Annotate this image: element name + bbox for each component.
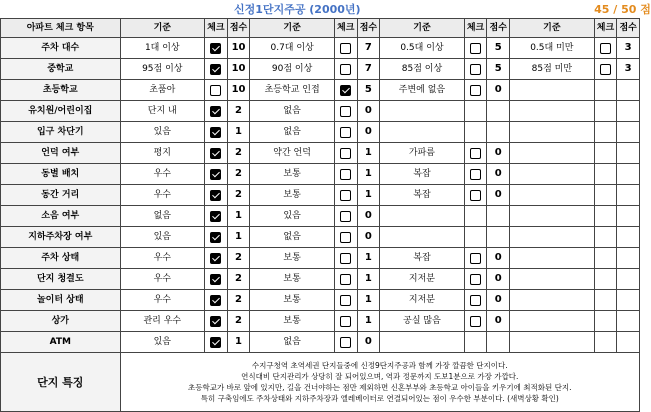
empty-cell (510, 143, 595, 164)
score-cell: 0 (487, 143, 510, 164)
empty-cell (510, 248, 595, 269)
unchecked-checkbox[interactable] (340, 127, 351, 138)
criteria-cell: 95점 이상 (120, 59, 205, 80)
empty-cell (617, 269, 640, 290)
criteria-cell: 지저분 (380, 269, 465, 290)
score-cell: 1 (357, 248, 380, 269)
criteria-cell: 우수 (120, 269, 205, 290)
score-cell: 0 (487, 248, 510, 269)
empty-cell (594, 311, 617, 332)
unchecked-checkbox[interactable] (340, 106, 351, 117)
table-row (1, 227, 640, 248)
row-label: 단지 청결도 (1, 269, 121, 290)
criteria-cell: 단지 내 (120, 101, 205, 122)
checked-checkbox[interactable] (210, 64, 221, 75)
score-cell: 2 (227, 164, 250, 185)
unchecked-checkbox[interactable] (600, 43, 611, 54)
empty-cell (594, 290, 617, 311)
empty-cell (594, 80, 617, 101)
empty-cell (464, 227, 487, 248)
check-cell (594, 59, 617, 80)
score-cell: 5 (487, 38, 510, 59)
check-cell (205, 248, 228, 269)
score-cell: 1 (227, 122, 250, 143)
table-row (1, 248, 640, 269)
criteria-cell: 복잡 (380, 185, 465, 206)
unchecked-checkbox[interactable] (340, 274, 351, 285)
header-score: 점수 (617, 19, 640, 38)
empty-cell (510, 101, 595, 122)
check-cell (205, 185, 228, 206)
criteria-cell: 보통 (250, 269, 335, 290)
score-cell: 1 (227, 332, 250, 353)
row-label: ATM (1, 332, 121, 353)
header-score: 점수 (357, 19, 380, 38)
score-cell: 1 (227, 206, 250, 227)
checked-checkbox[interactable] (210, 190, 221, 201)
checked-checkbox[interactable] (210, 148, 221, 159)
unchecked-checkbox[interactable] (470, 253, 481, 264)
row-label: 동별 배치 (1, 164, 121, 185)
score-cell: 0 (357, 206, 380, 227)
row-label: 중학교 (1, 59, 121, 80)
score-cell: 1 (357, 269, 380, 290)
empty-cell (617, 143, 640, 164)
unchecked-checkbox[interactable] (470, 295, 481, 306)
check-cell (334, 101, 357, 122)
score-cell: 0 (357, 227, 380, 248)
score-cell: 1 (357, 143, 380, 164)
unchecked-checkbox[interactable] (210, 85, 221, 96)
criteria-cell: 보통 (250, 290, 335, 311)
score-cell: 1 (357, 290, 380, 311)
criteria-cell: 있음 (250, 206, 335, 227)
score-cell: 3 (617, 38, 640, 59)
unchecked-checkbox[interactable] (340, 253, 351, 264)
checked-checkbox[interactable] (340, 85, 351, 96)
criteria-cell: 있음 (120, 227, 205, 248)
criteria-cell: 우수 (120, 290, 205, 311)
empty-cell (617, 185, 640, 206)
unchecked-checkbox[interactable] (470, 190, 481, 201)
checked-checkbox[interactable] (210, 232, 221, 243)
score-cell: 7 (357, 59, 380, 80)
check-cell (594, 38, 617, 59)
criteria-cell: 0.7대 이상 (250, 38, 335, 59)
criteria-cell: 보통 (250, 248, 335, 269)
score-cell: 10 (227, 59, 250, 80)
empty-cell (594, 269, 617, 290)
score-cell: 2 (227, 311, 250, 332)
check-cell (205, 290, 228, 311)
empty-cell (594, 248, 617, 269)
empty-cell (510, 206, 595, 227)
check-cell (464, 311, 487, 332)
unchecked-checkbox[interactable] (600, 64, 611, 75)
row-label: 입구 차단기 (1, 122, 121, 143)
score-cell: 10 (227, 80, 250, 101)
empty-cell (380, 206, 465, 227)
check-cell (334, 164, 357, 185)
score-cell: 2 (227, 101, 250, 122)
check-cell (334, 143, 357, 164)
header-criteria: 기준 (250, 19, 335, 38)
empty-cell (464, 332, 487, 353)
criteria-cell: 없음 (250, 332, 335, 353)
unchecked-checkbox[interactable] (340, 43, 351, 54)
feature-row (1, 353, 640, 412)
criteria-cell: 있음 (120, 332, 205, 353)
criteria-cell: 평지 (120, 143, 205, 164)
checked-checkbox[interactable] (210, 274, 221, 285)
checked-checkbox[interactable] (210, 43, 221, 54)
table-row (1, 311, 640, 332)
check-cell (205, 332, 228, 353)
criteria-cell: 0.5대 미만 (510, 38, 595, 59)
checked-checkbox[interactable] (210, 253, 221, 264)
score-cell: 2 (227, 143, 250, 164)
score-cell: 0 (357, 101, 380, 122)
empty-cell (487, 227, 510, 248)
checked-checkbox[interactable] (210, 127, 221, 138)
check-cell (334, 38, 357, 59)
unchecked-checkbox[interactable] (340, 190, 351, 201)
check-cell (205, 143, 228, 164)
criteria-cell: 가파름 (380, 143, 465, 164)
check-cell (464, 185, 487, 206)
empty-cell (380, 332, 465, 353)
empty-cell (617, 206, 640, 227)
checked-checkbox[interactable] (210, 169, 221, 180)
criteria-cell: 90점 이상 (250, 59, 335, 80)
check-cell (464, 269, 487, 290)
header-criteria: 기준 (380, 19, 465, 38)
check-cell (205, 122, 228, 143)
empty-cell (594, 206, 617, 227)
table-row (1, 143, 640, 164)
empty-cell (617, 101, 640, 122)
empty-cell (464, 206, 487, 227)
unchecked-checkbox[interactable] (340, 295, 351, 306)
unchecked-checkbox[interactable] (340, 337, 351, 348)
criteria-cell: 1대 이상 (120, 38, 205, 59)
empty-cell (380, 227, 465, 248)
row-label: 유치원/어린이집 (1, 101, 121, 122)
score-cell: 2 (227, 248, 250, 269)
table-row (1, 290, 640, 311)
criteria-cell: 공실 많음 (380, 311, 465, 332)
unchecked-checkbox[interactable] (470, 148, 481, 159)
checked-checkbox[interactable] (210, 106, 221, 117)
empty-cell (594, 227, 617, 248)
header-check: 체크 (594, 19, 617, 38)
empty-cell (594, 122, 617, 143)
feature-line: 특히 구축임에도 주차상태와 지하주차장과 엘레베이터로 연결되어있는 점이 우수한 부분이다. (새벽상황 확인) (200, 394, 559, 404)
criteria-cell: 있음 (120, 122, 205, 143)
header-check: 체크 (205, 19, 228, 38)
unchecked-checkbox[interactable] (340, 64, 351, 75)
check-cell (464, 59, 487, 80)
score-cell: 7 (357, 38, 380, 59)
score-cell: 2 (227, 185, 250, 206)
empty-cell (594, 164, 617, 185)
score-cell: 10 (227, 38, 250, 59)
score-cell: 0 (487, 290, 510, 311)
empty-cell (617, 248, 640, 269)
row-label: 상가 (1, 311, 121, 332)
unchecked-checkbox[interactable] (340, 316, 351, 327)
table-row (1, 122, 640, 143)
empty-cell (594, 143, 617, 164)
empty-cell (510, 290, 595, 311)
check-cell (334, 122, 357, 143)
feature-line: 수지구청역 초역세권 단지들중에 신정9단지주공과 함께 가장 깔끔한 단지이다. (251, 360, 508, 370)
check-cell (334, 185, 357, 206)
empty-cell (594, 101, 617, 122)
feature-label: 단지 특징 (1, 353, 121, 412)
header-criteria: 기준 (510, 19, 595, 38)
feature-description (120, 353, 639, 412)
empty-cell (617, 311, 640, 332)
criteria-cell: 우수 (120, 185, 205, 206)
check-cell (205, 311, 228, 332)
criteria-cell: 보통 (250, 185, 335, 206)
empty-cell (617, 164, 640, 185)
check-cell (464, 290, 487, 311)
header-row (1, 19, 640, 38)
check-cell (464, 248, 487, 269)
unchecked-checkbox[interactable] (470, 169, 481, 180)
criteria-cell: 우수 (120, 164, 205, 185)
score-cell: 0 (357, 332, 380, 353)
empty-cell (510, 164, 595, 185)
check-cell (205, 101, 228, 122)
criteria-cell: 없음 (250, 122, 335, 143)
empty-cell (617, 332, 640, 353)
empty-cell (510, 332, 595, 353)
unchecked-checkbox[interactable] (470, 64, 481, 75)
header-item: 아파트 체크 항목 (1, 19, 121, 38)
header-criteria: 기준 (120, 19, 205, 38)
score-cell: 0 (487, 185, 510, 206)
check-cell (205, 38, 228, 59)
empty-cell (510, 311, 595, 332)
score-cell: 1 (227, 227, 250, 248)
empty-cell (617, 80, 640, 101)
criteria-cell: 약간 언덕 (250, 143, 335, 164)
unchecked-checkbox[interactable] (470, 43, 481, 54)
empty-cell (594, 332, 617, 353)
check-cell (205, 80, 228, 101)
score-cell: 0 (487, 311, 510, 332)
unchecked-checkbox[interactable] (470, 316, 481, 327)
score-cell: 0 (487, 164, 510, 185)
header-score: 점수 (227, 19, 250, 38)
empty-cell (510, 122, 595, 143)
score-cell: 0 (487, 269, 510, 290)
criteria-cell: 주변에 없음 (380, 80, 465, 101)
check-cell (334, 269, 357, 290)
table-row (1, 59, 640, 80)
unchecked-checkbox[interactable] (340, 148, 351, 159)
row-label: 소음 여부 (1, 206, 121, 227)
check-cell (334, 206, 357, 227)
criteria-cell: 초품아 (120, 80, 205, 101)
check-cell (334, 311, 357, 332)
unchecked-checkbox[interactable] (470, 85, 481, 96)
check-cell (205, 164, 228, 185)
table-row (1, 185, 640, 206)
empty-cell (487, 332, 510, 353)
table-row (1, 206, 640, 227)
criteria-cell: 85점 미만 (510, 59, 595, 80)
criteria-cell: 보통 (250, 164, 335, 185)
criteria-cell: 없음 (250, 101, 335, 122)
unchecked-checkbox[interactable] (470, 274, 481, 285)
feature-line: 연식대비 단지관리가 상당히 잘 되어있으며, 역과 정문까지 도보1분으로 가장 가깝다. (241, 371, 519, 381)
check-cell (205, 269, 228, 290)
check-cell (334, 80, 357, 101)
empty-cell (617, 227, 640, 248)
header-check: 체크 (464, 19, 487, 38)
score-cell: 2 (227, 269, 250, 290)
empty-cell (487, 206, 510, 227)
row-label: 지하주차장 여부 (1, 227, 121, 248)
empty-cell (487, 101, 510, 122)
check-cell (205, 59, 228, 80)
checked-checkbox[interactable] (210, 337, 221, 348)
table-row (1, 101, 640, 122)
row-label: 놀이터 상태 (1, 290, 121, 311)
check-cell (334, 248, 357, 269)
empty-cell (510, 269, 595, 290)
criteria-cell: 복잡 (380, 164, 465, 185)
empty-cell (510, 185, 595, 206)
empty-cell (617, 290, 640, 311)
empty-cell (464, 122, 487, 143)
table-row (1, 164, 640, 185)
page-title: 신정1단지주공 (2000년) (1, 0, 595, 19)
check-cell (205, 227, 228, 248)
score-cell: 1 (357, 185, 380, 206)
check-cell (464, 38, 487, 59)
score-cell: 0 (357, 122, 380, 143)
check-cell (334, 332, 357, 353)
row-label: 주차 대수 (1, 38, 121, 59)
check-cell (464, 80, 487, 101)
check-cell (334, 290, 357, 311)
checked-checkbox[interactable] (210, 316, 221, 327)
criteria-cell: 지저분 (380, 290, 465, 311)
score-cell: 5 (487, 59, 510, 80)
table-row (1, 38, 640, 59)
checked-checkbox[interactable] (210, 295, 221, 306)
criteria-cell: 보통 (250, 311, 335, 332)
empty-cell (510, 80, 595, 101)
score-cell: 1 (357, 164, 380, 185)
criteria-cell: 없음 (250, 227, 335, 248)
criteria-cell: 복잡 (380, 248, 465, 269)
criteria-cell: 85점 이상 (380, 59, 465, 80)
unchecked-checkbox[interactable] (340, 169, 351, 180)
header-score: 점수 (487, 19, 510, 38)
empty-cell (487, 122, 510, 143)
table-row (1, 332, 640, 353)
criteria-cell: 우수 (120, 248, 205, 269)
row-label: 동간 거리 (1, 185, 121, 206)
score-cell: 1 (357, 311, 380, 332)
empty-cell (380, 122, 465, 143)
row-label: 언덕 여부 (1, 143, 121, 164)
empty-cell (617, 122, 640, 143)
empty-cell (464, 101, 487, 122)
check-cell (205, 206, 228, 227)
table-row (1, 269, 640, 290)
criteria-cell: 없음 (120, 206, 205, 227)
check-cell (464, 143, 487, 164)
check-cell (464, 164, 487, 185)
empty-cell (510, 227, 595, 248)
total-score: 45 / 50 점 (594, 0, 639, 19)
checked-checkbox[interactable] (210, 211, 221, 222)
header-check: 체크 (334, 19, 357, 38)
table-row (1, 80, 640, 101)
feature-line: 초등학교가 바로 앞에 있지만, 길을 건너야하는 점만 제외하면 신혼부부와 초등학교 아이들을 키우기에 최적화된 단지. (188, 383, 572, 392)
criteria-cell: 초등학교 인접 (250, 80, 335, 101)
row-label: 주차 상태 (1, 248, 121, 269)
row-label: 초등학교 (1, 80, 121, 101)
unchecked-checkbox[interactable] (340, 232, 351, 243)
empty-cell (594, 185, 617, 206)
score-cell: 5 (357, 80, 380, 101)
criteria-cell: 관리 우수 (120, 311, 205, 332)
score-cell: 0 (487, 80, 510, 101)
check-cell (334, 227, 357, 248)
check-cell (334, 59, 357, 80)
criteria-cell: 0.5대 이상 (380, 38, 465, 59)
score-cell: 3 (617, 59, 640, 80)
empty-cell (380, 101, 465, 122)
score-cell: 2 (227, 290, 250, 311)
unchecked-checkbox[interactable] (340, 211, 351, 222)
